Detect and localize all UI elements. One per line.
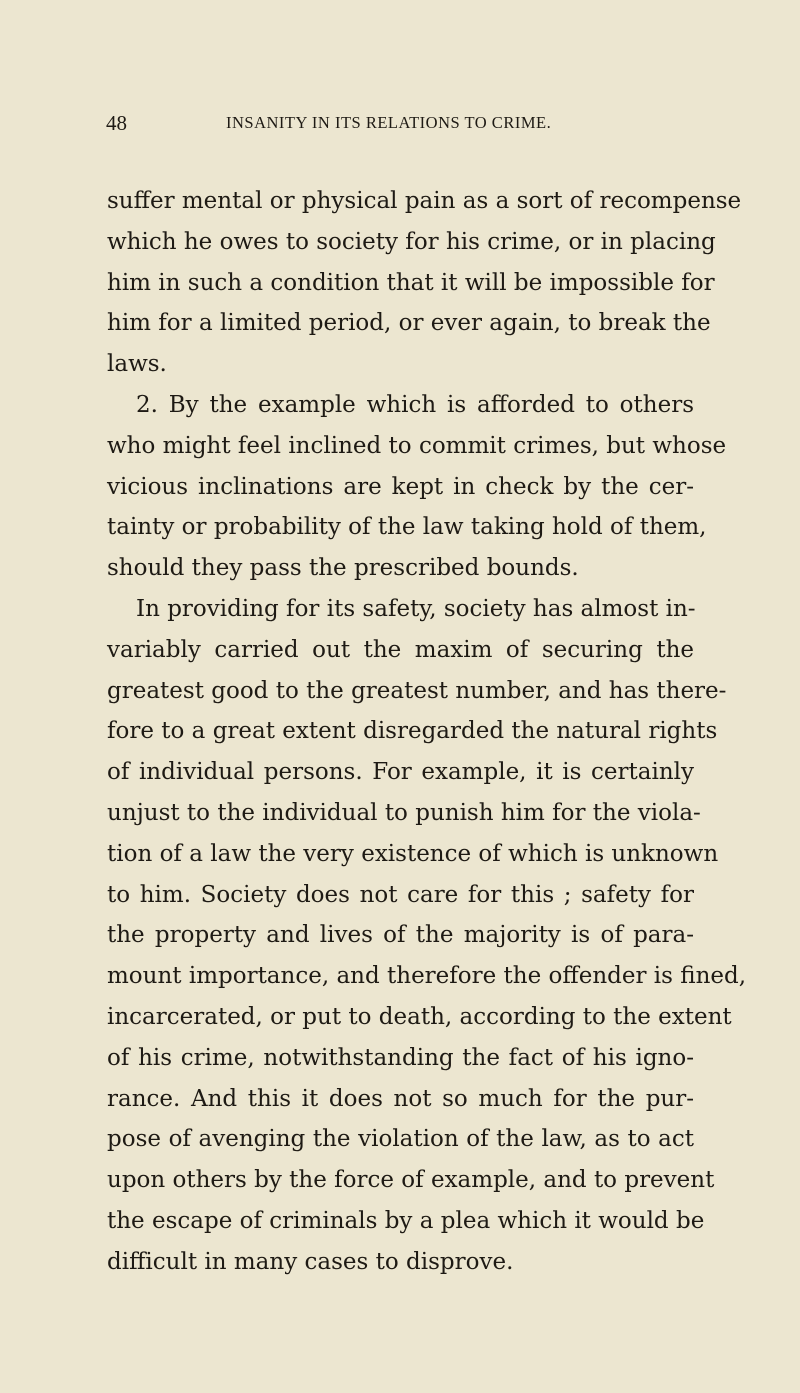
text-line: laws.: [107, 351, 167, 378]
text-line: upon others by the force of example, and to prevent: [107, 1167, 715, 1194]
text-line: pose of avenging the violation of the law, as to act: [107, 1126, 694, 1153]
page-header: [106, 111, 706, 139]
text-line: incarcerated, or put to death, according to the extent: [107, 1003, 732, 1030]
text-line: variably carried out the maxim of securing the: [107, 636, 694, 663]
text-line: the property and lives of the majority is of para-: [107, 922, 694, 949]
text-line: rance. And this it does not so much for the pur-: [107, 1085, 694, 1112]
text-line: unjust to the individual to punish him for the viola-: [107, 799, 701, 826]
text-line: which he owes to society for his crime, or in placing: [107, 228, 716, 255]
running-head: INSANITY IN ITS RELATIONS TO CRIME.: [226, 113, 552, 132]
text-line: difficult in many cases to disprove.: [107, 1248, 514, 1275]
text-line: greatest good to the greatest number, and has there-: [107, 677, 727, 704]
text-line: him in such a condition that it will be impossible for: [107, 269, 715, 296]
text-line: mount importance, and therefore the offender is fined,: [107, 963, 747, 990]
text-line: him for a limited period, or ever again, to break the: [107, 310, 711, 337]
text-line: to him. Society does not care for this ; safety for: [107, 881, 694, 908]
text-line: In providing for its safety, society has almost in-: [136, 595, 696, 622]
text-line: who might feel inclined to commit crimes, but whose: [107, 432, 727, 459]
page-number: 48: [106, 111, 127, 135]
body-text: [107, 181, 747, 1283]
text-line: should they pass the prescribed bounds.: [107, 555, 579, 582]
text-line: tion of a law the very existence of which is unknown: [107, 840, 719, 867]
text-line: of his crime, notwithstanding the fact of his igno-: [107, 1044, 694, 1071]
text-line: vicious inclinations are kept in check by the cer-: [107, 473, 694, 500]
text-line: 2. By the example which is afforded to others: [136, 391, 694, 418]
text-line: suffer mental or physical pain as a sort of recompense: [107, 188, 742, 214]
text-line: tainty or probability of the law taking hold of them,: [107, 514, 707, 541]
text-line: the escape of criminals by a plea which it would be: [107, 1207, 705, 1234]
text-line: of individual persons. For example, it is certainly: [107, 759, 694, 786]
text-line: fore to a great extent disregarded the natural rights: [107, 718, 718, 745]
